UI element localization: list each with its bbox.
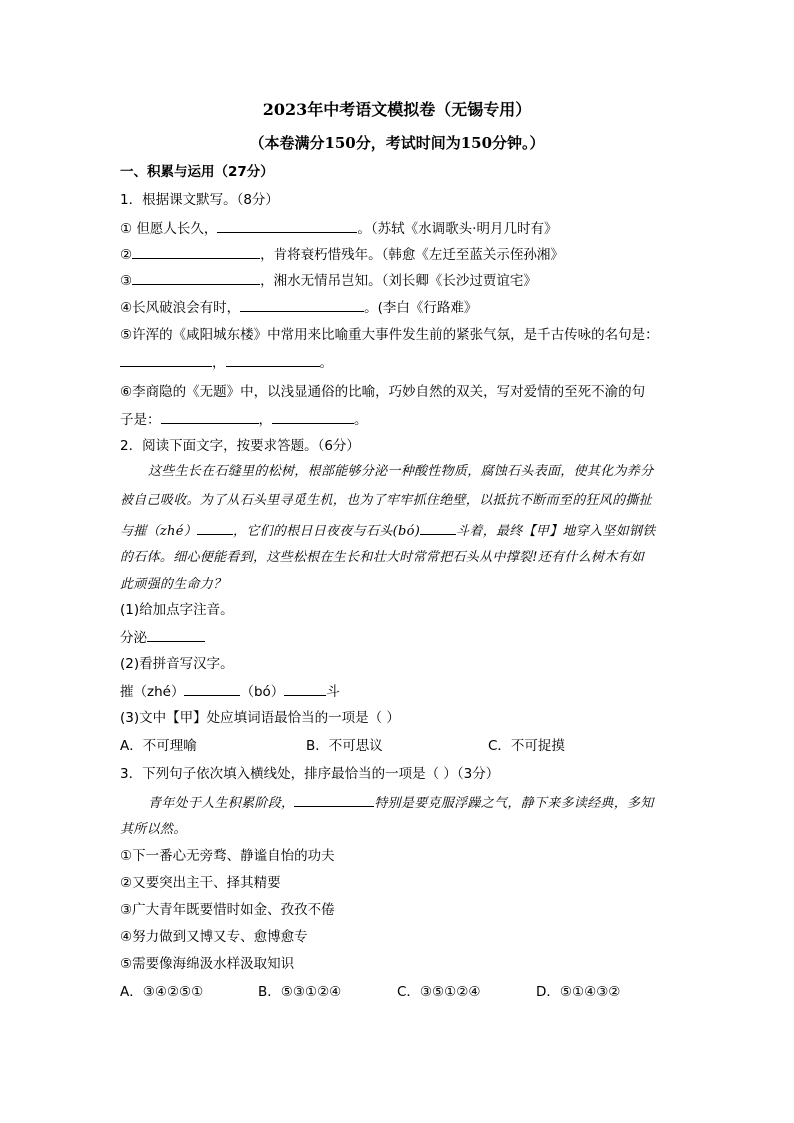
q2-sub-1: (1)给加点字注音。 xyxy=(120,602,234,618)
answer-blank[interactable] xyxy=(226,352,320,367)
passage-line: 这些生长在石缝里的松树，根部能够分泌一种酸性物质，腐蚀石头表面，使其化为养分 xyxy=(148,464,654,479)
q3-option-c[interactable]: C．③⑤①②④ xyxy=(397,984,481,1000)
answer-blank[interactable] xyxy=(147,627,205,642)
passage-line: 的石体。细心便能看到，这些松根在生长和壮大时常常把石头从中撑裂!还有什么树木有如 xyxy=(120,550,645,565)
q3-item-2: ②又要突出主干、择其精要 xyxy=(120,875,281,891)
option-a[interactable]: A．不可理喻 xyxy=(120,738,197,754)
q3-stem: 3．下列句子依次填入横线处，排序最恰当的一项是（ ）（3分） xyxy=(120,766,500,782)
q3-item-5: ⑤需要像海绵汲水样汲取知识 xyxy=(120,956,295,972)
answer-blank[interactable] xyxy=(197,520,233,535)
answer-blank[interactable] xyxy=(184,681,240,696)
page-title: 2023年中考语文模拟卷（无锡专用） xyxy=(262,100,532,119)
passage-line: 青年处于人生积累阶段， 特别是要克服浮躁之气，静下来多读经典，多知 xyxy=(148,792,654,814)
answer-blank[interactable] xyxy=(272,409,354,424)
passage-line: 被自己吸收。为了从石头里寻觅生机，也为了牢牢抓住绝壁，以抵抗不断而至的狂风的撕扯 xyxy=(120,493,653,508)
q2-sub-2-answer: 摧（zhé） （bó） 斗 xyxy=(120,681,340,702)
q2-sub-2: (2)看拼音写汉字。 xyxy=(120,656,234,672)
option-c[interactable]: C．不可捉摸 xyxy=(488,738,565,754)
answer-blank[interactable] xyxy=(240,297,364,312)
answer-blank[interactable] xyxy=(161,409,259,424)
q3-option-b[interactable]: B．⑤③①②④ xyxy=(258,984,342,1000)
q3-option-d[interactable]: D．⑤①④③② xyxy=(536,984,621,1000)
q2-stem: 2．阅读下面文字，按要求答题。（6分） xyxy=(120,438,360,454)
q3-item-1: ①下一番心无旁骛、静谧自怡的功夫 xyxy=(120,848,335,864)
q1-line-5: ⑤许浑的《咸阳城东楼》中常用来比喻重大事件发生前的紧张气氛，是千古传咏的名句是： xyxy=(120,327,659,343)
page-subtitle: （本卷满分150分，考试时间为150分钟。） xyxy=(249,134,545,152)
q1-line-5-answer: ， 。 xyxy=(120,352,333,373)
q2-sub-3: (3)文中【甲】处应填词语最恰当的一项是（ ） xyxy=(120,710,400,726)
option-b[interactable]: B．不可思议 xyxy=(306,738,383,754)
answer-blank[interactable] xyxy=(284,681,326,696)
section-heading: 一、积累与运用（27分） xyxy=(120,164,274,180)
q1-line-3: ③ ，湘水无情吊岂知。（刘长卿《长沙过贾谊宅》 xyxy=(120,270,537,291)
q1-line-6-answer: 子是： ， 。 xyxy=(120,409,368,430)
q1-line-4: ④长风破浪会有时， 。(李白《行路难》 xyxy=(120,297,477,318)
passage-line: 其所以然。 xyxy=(120,822,187,837)
q3-item-3: ③广大青年既要惜时如金、孜孜不倦 xyxy=(120,902,335,918)
passage-line: 此顽强的生命力？ xyxy=(120,577,227,592)
q3-item-4: ④努力做到又博又专、愈博愈专 xyxy=(120,929,308,945)
q3-option-a[interactable]: A．③④②⑤① xyxy=(120,984,204,1000)
answer-blank[interactable] xyxy=(294,792,374,807)
answer-blank[interactable] xyxy=(132,270,260,285)
answer-blank[interactable] xyxy=(420,520,456,535)
answer-blank[interactable] xyxy=(217,218,357,233)
answer-blank[interactable] xyxy=(120,352,212,367)
answer-blank[interactable] xyxy=(132,244,260,259)
q1-line-2: ② ，肯将衰朽惜残年。（韩愈《左迁至蓝关示侄孙湘》 xyxy=(120,244,564,265)
q2-options xyxy=(120,736,197,756)
q1-line-6: ⑥李商隐的《无题》中，以浅显通俗的比喻，巧妙自然的双关，写对爱情的至死不渝的句 xyxy=(120,384,646,400)
q1-line-1: ① 但愿人长久， 。（苏轼《水调歌头·明月几时有》 xyxy=(120,218,557,239)
q1-stem: 1．根据课文默写。（8分） xyxy=(120,192,279,208)
passage-line: 与摧（zhé） ，它们的根日日夜夜与石头(bó) 斗着，最终【甲】地穿入坚如钢铁 xyxy=(120,520,656,542)
q2-sub-1-answer: 分泌 xyxy=(120,627,205,648)
